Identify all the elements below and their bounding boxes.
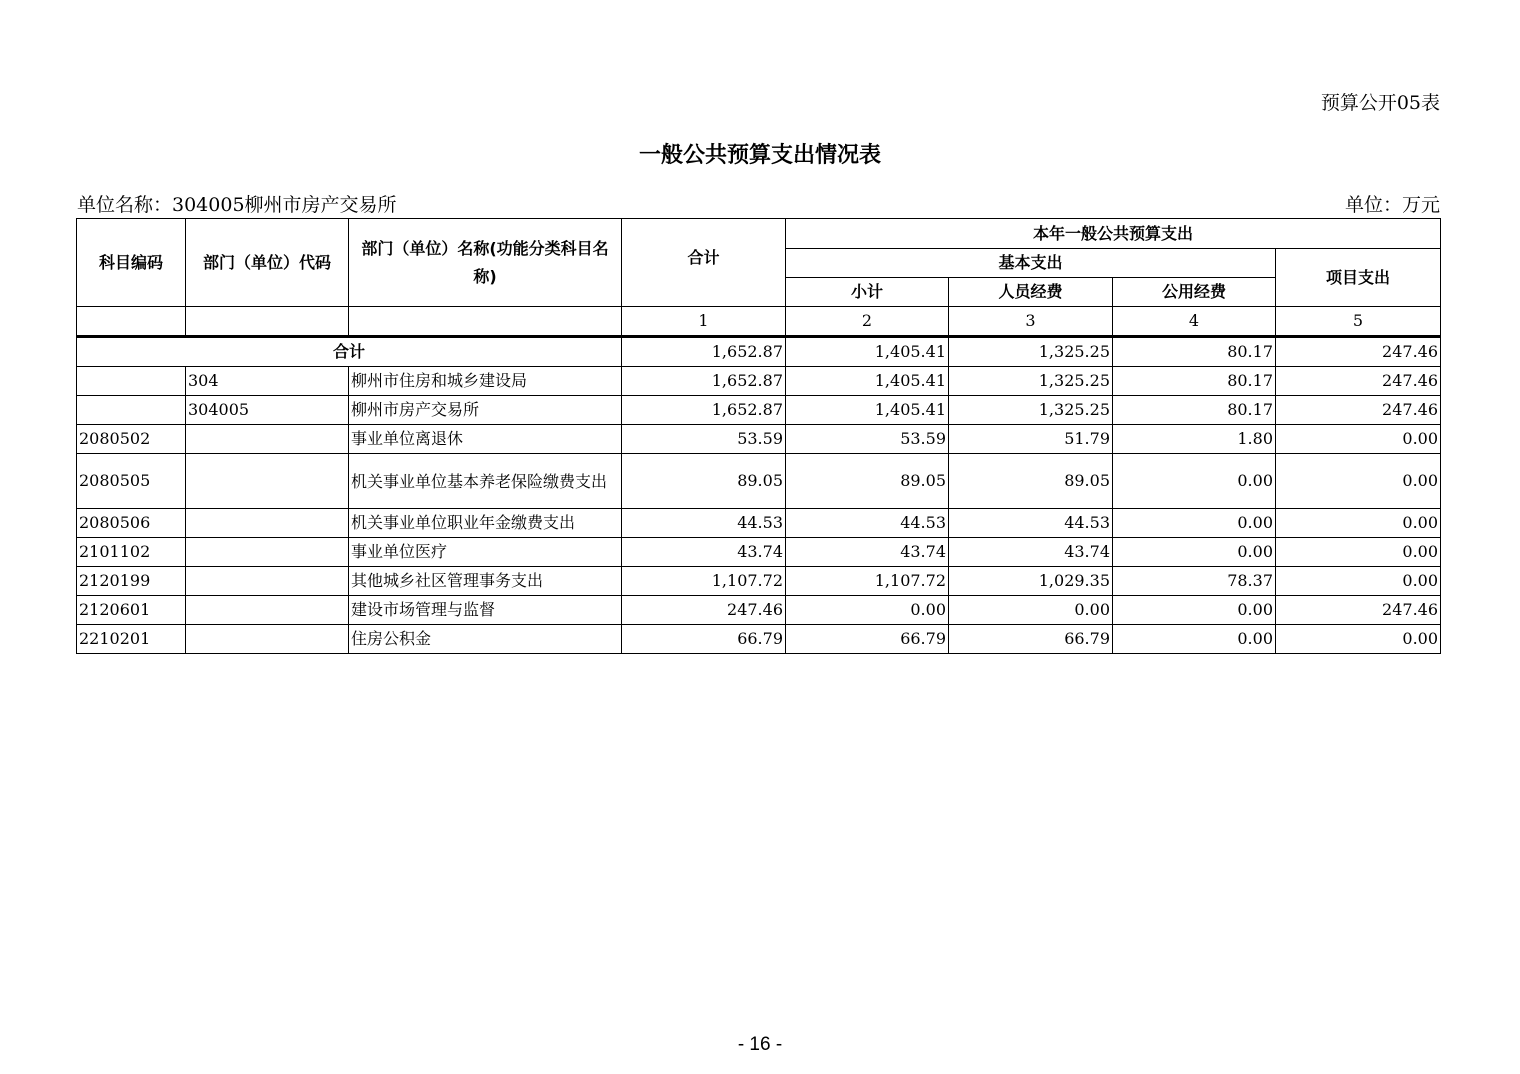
dept-code-cell	[186, 538, 349, 567]
public-cell: 0.00	[1113, 596, 1276, 625]
dept-code-cell	[186, 567, 349, 596]
name-cell: 事业单位离退休	[349, 425, 622, 454]
personnel-cell: 0.00	[949, 596, 1113, 625]
public-cell: 80.17	[1113, 396, 1276, 425]
subtotal-cell: 0.00	[786, 596, 949, 625]
personnel-cell: 89.05	[949, 454, 1113, 509]
header-basic: 基本支出	[786, 249, 1276, 278]
currency-unit: 单位：万元	[1344, 194, 1440, 216]
name-cell: 柳州市房产交易所	[349, 396, 622, 425]
header-current-year: 本年一般公共预算支出	[786, 219, 1441, 249]
personnel-cell: 43.74	[949, 538, 1113, 567]
header-subject-code: 科目编码	[77, 219, 186, 307]
personnel-cell: 51.79	[949, 425, 1113, 454]
header-dept-name: 部门（单位）名称(功能分类科目名称)	[349, 219, 622, 307]
total-label: 合计	[77, 337, 622, 367]
page-number: - 16 -	[737, 1034, 783, 1055]
project-cell: 0.00	[1276, 625, 1441, 654]
dept-code-cell: 304	[186, 367, 349, 396]
project-cell: 247.46	[1276, 337, 1441, 367]
total-cell: 1,652.87	[622, 337, 786, 367]
subject-code-cell: 2101102	[77, 538, 186, 567]
subtotal-cell: 89.05	[786, 454, 949, 509]
personnel-cell: 1,325.25	[949, 396, 1113, 425]
total-cell: 247.46	[622, 596, 786, 625]
public-cell: 1.80	[1113, 425, 1276, 454]
dept-code-cell: 304005	[186, 396, 349, 425]
subtotal-cell: 1,107.72	[786, 567, 949, 596]
table-row	[77, 538, 1441, 567]
dept-code-cell	[186, 509, 349, 538]
subtotal-cell: 1,405.41	[786, 367, 949, 396]
personnel-cell: 1,029.35	[949, 567, 1113, 596]
form-number: 预算公开05表	[1320, 92, 1440, 114]
header-public: 公用经费	[1113, 278, 1276, 307]
project-cell: 0.00	[1276, 454, 1441, 509]
name-cell: 其他城乡社区管理事务支出	[349, 567, 622, 596]
name-cell: 机关事业单位职业年金缴费支出	[349, 509, 622, 538]
subject-code-cell: 2080505	[77, 454, 186, 509]
header-total: 合计	[622, 219, 786, 307]
subject-code-cell	[77, 396, 186, 425]
name-cell: 建设市场管理与监督	[349, 596, 622, 625]
subtotal-cell: 43.74	[786, 538, 949, 567]
personnel-cell: 66.79	[949, 625, 1113, 654]
col-num: 1	[622, 307, 786, 337]
dept-code-cell	[186, 425, 349, 454]
table-row	[77, 396, 1441, 425]
project-cell: 247.46	[1276, 367, 1441, 396]
subject-code-cell: 2210201	[77, 625, 186, 654]
subject-code-cell: 2120199	[77, 567, 186, 596]
table-row	[77, 596, 1441, 625]
table-row	[77, 567, 1441, 596]
personnel-cell: 1,325.25	[949, 337, 1113, 367]
subtotal-cell: 1,405.41	[786, 337, 949, 367]
col-num: 4	[1113, 307, 1276, 337]
total-cell: 89.05	[622, 454, 786, 509]
total-cell: 44.53	[622, 509, 786, 538]
project-cell: 247.46	[1276, 396, 1441, 425]
header-blank	[186, 307, 349, 337]
col-num: 2	[786, 307, 949, 337]
project-cell: 0.00	[1276, 538, 1441, 567]
header-dept-code: 部门（单位）代码	[186, 219, 349, 307]
name-cell: 住房公积金	[349, 625, 622, 654]
subtotal-cell: 1,405.41	[786, 396, 949, 425]
total-cell: 1,652.87	[622, 396, 786, 425]
header-blank	[349, 307, 622, 337]
public-cell: 0.00	[1113, 625, 1276, 654]
dept-code-cell	[186, 625, 349, 654]
header-subtotal: 小计	[786, 278, 949, 307]
total-cell: 43.74	[622, 538, 786, 567]
col-num: 5	[1276, 307, 1441, 337]
unit-name: 单位名称：304005柳州市房产交易所	[77, 194, 397, 216]
public-cell: 0.00	[1113, 509, 1276, 538]
subtotal-cell: 44.53	[786, 509, 949, 538]
table-row	[77, 425, 1441, 454]
public-cell: 78.37	[1113, 567, 1276, 596]
project-cell: 0.00	[1276, 509, 1441, 538]
personnel-cell: 44.53	[949, 509, 1113, 538]
public-cell: 0.00	[1113, 538, 1276, 567]
total-cell: 53.59	[622, 425, 786, 454]
subject-code-cell: 2080506	[77, 509, 186, 538]
name-cell: 机关事业单位基本养老保险缴费支出	[349, 454, 622, 509]
subtotal-cell: 66.79	[786, 625, 949, 654]
table-row	[77, 509, 1441, 538]
table-row	[77, 625, 1441, 654]
project-cell: 0.00	[1276, 425, 1441, 454]
name-cell: 柳州市住房和城乡建设局	[349, 367, 622, 396]
public-cell: 80.17	[1113, 367, 1276, 396]
total-cell: 1,652.87	[622, 367, 786, 396]
project-cell: 0.00	[1276, 567, 1441, 596]
total-cell: 1,107.72	[622, 567, 786, 596]
project-cell: 247.46	[1276, 596, 1441, 625]
budget-table	[76, 218, 1441, 654]
subject-code-cell	[77, 367, 186, 396]
personnel-cell: 1,325.25	[949, 367, 1113, 396]
page-title: 一般公共预算支出情况表	[638, 143, 881, 168]
total-cell: 66.79	[622, 625, 786, 654]
total-row	[77, 337, 1441, 367]
table-row	[77, 454, 1441, 509]
header-personnel: 人员经费	[949, 278, 1113, 307]
subject-code-cell: 2080502	[77, 425, 186, 454]
header-project: 项目支出	[1276, 249, 1441, 307]
header-blank	[77, 307, 186, 337]
col-num: 3	[949, 307, 1113, 337]
subtotal-cell: 53.59	[786, 425, 949, 454]
dept-code-cell	[186, 596, 349, 625]
dept-code-cell	[186, 454, 349, 509]
public-cell: 80.17	[1113, 337, 1276, 367]
table-row	[77, 367, 1441, 396]
subject-code-cell: 2120601	[77, 596, 186, 625]
public-cell: 0.00	[1113, 454, 1276, 509]
name-cell: 事业单位医疗	[349, 538, 622, 567]
